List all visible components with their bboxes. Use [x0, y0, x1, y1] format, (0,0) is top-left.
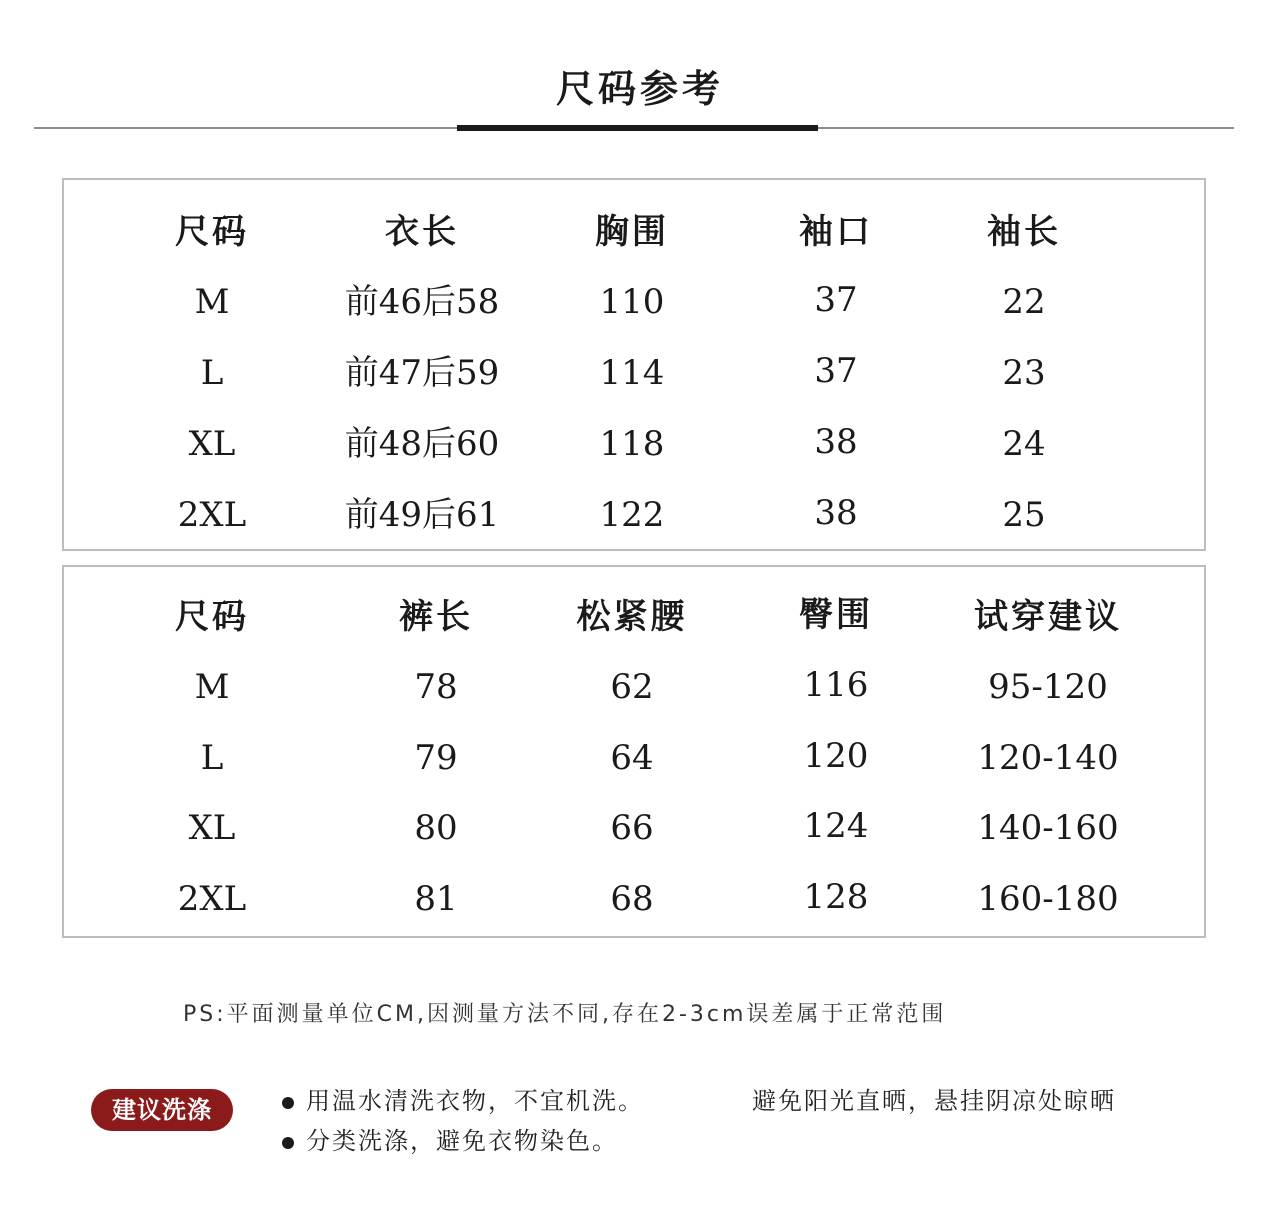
- top-cell-size: XL: [188, 424, 236, 464]
- bottom-cell-size: XL: [188, 808, 236, 848]
- washing-item: [282, 1126, 618, 1156]
- top-header-cuff: 袖口: [799, 212, 873, 252]
- washing-item: [752, 1086, 1116, 1116]
- top-cell-length: 前46后58: [344, 282, 500, 322]
- bottom-cell-hip: 124: [803, 806, 869, 846]
- top-cell-cuff: 38: [814, 422, 858, 462]
- bottom-header-waist: 松紧腰: [576, 597, 688, 637]
- bottom-cell-pants-length: 80: [414, 808, 458, 848]
- bottom-header-pants-length: 裤长: [399, 597, 473, 637]
- top-cell-cuff: 38: [814, 493, 858, 533]
- bottom-cell-hip: 120: [803, 736, 869, 776]
- top-cell-length: 前49后61: [344, 495, 500, 535]
- bottom-header-size: 尺码: [175, 597, 249, 637]
- top-cell-chest: 110: [599, 282, 665, 322]
- bottom-cell-waist: 68: [610, 879, 654, 919]
- top-cell-size: L: [200, 353, 224, 393]
- bottom-cell-waist: 64: [610, 738, 654, 778]
- bullet-icon: [282, 1097, 294, 1109]
- top-cell-cuff: 37: [814, 351, 858, 391]
- bottom-size-table: [62, 565, 1206, 938]
- top-cell-chest: 118: [599, 424, 665, 464]
- top-cell-length: 前48后60: [344, 424, 500, 464]
- bottom-cell-size: 2XL: [177, 879, 247, 919]
- washing-badge: 建议洗涤: [91, 1089, 233, 1131]
- top-cell-cuff: 37: [814, 280, 858, 320]
- bottom-cell-hip: 128: [803, 877, 869, 917]
- bottom-cell-fit-advice: 140-160: [977, 808, 1119, 848]
- top-header-length: 衣长: [385, 212, 459, 252]
- washing-item-text: 分类洗涤，避免衣物染色。: [306, 1127, 618, 1155]
- bottom-header-fit-advice: 试穿建议: [974, 597, 1122, 637]
- measurement-note: PS:平面测量单位CM,因测量方法不同,存在2-3cm误差属于正常范围: [183, 1002, 947, 1027]
- top-size-table: [62, 178, 1206, 551]
- bottom-cell-pants-length: 79: [414, 738, 458, 778]
- header-accent-bar: [457, 125, 818, 131]
- bottom-cell-fit-advice: 120-140: [977, 738, 1119, 778]
- bottom-header-hip: 臀围: [799, 595, 873, 635]
- top-cell-sleeve: 24: [1002, 424, 1046, 464]
- bullet-icon: [282, 1137, 294, 1149]
- bottom-cell-fit-advice: 95-120: [988, 667, 1108, 707]
- bottom-cell-pants-length: 81: [414, 879, 458, 919]
- top-cell-chest: 114: [599, 353, 665, 393]
- bottom-cell-pants-length: 78: [414, 667, 458, 707]
- bottom-cell-fit-advice: 160-180: [977, 879, 1119, 919]
- washing-item: [282, 1086, 644, 1116]
- washing-item-text: 用温水清洗衣物，不宜机洗。: [306, 1087, 644, 1115]
- bottom-cell-waist: 66: [610, 808, 654, 848]
- top-header-sleeve: 袖长: [987, 212, 1061, 252]
- bottom-cell-size: M: [194, 667, 230, 707]
- bottom-cell-hip: 116: [803, 665, 869, 705]
- top-cell-sleeve: 23: [1002, 353, 1046, 393]
- top-cell-size: M: [194, 282, 230, 322]
- top-cell-chest: 122: [599, 495, 665, 535]
- washing-item-text: 避免阳光直晒，悬挂阴凉处晾晒: [752, 1087, 1116, 1115]
- top-cell-length: 前47后59: [344, 353, 500, 393]
- top-cell-sleeve: 22: [1002, 282, 1046, 322]
- bottom-cell-waist: 62: [610, 667, 654, 707]
- top-header-chest: 胸围: [595, 212, 669, 252]
- page-title: 尺码参考: [555, 66, 724, 111]
- bottom-cell-size: L: [200, 738, 224, 778]
- top-cell-sleeve: 25: [1002, 495, 1046, 535]
- top-header-size: 尺码: [175, 212, 249, 252]
- top-cell-size: 2XL: [177, 495, 247, 535]
